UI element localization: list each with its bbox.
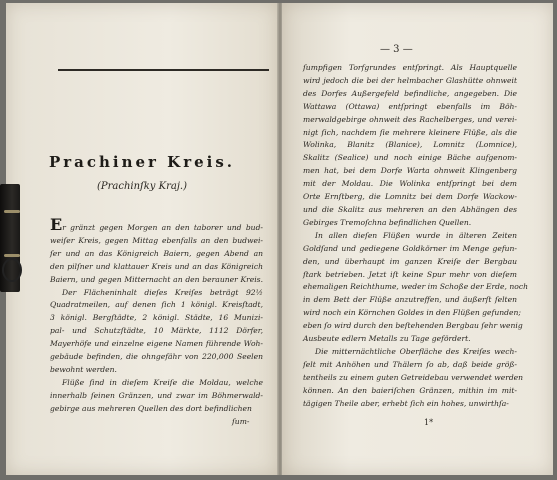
text-line: Baiern, und gegen Mitternacht an den berauner Kreis. xyxy=(50,274,263,284)
catchword: ſum- xyxy=(232,417,250,426)
text-line: gebäude befinden, die ohngefähr von 220,000 Seelen xyxy=(50,352,263,362)
text-line: gebirge aus mehreren Quellen des dort befindlichen xyxy=(50,403,252,413)
right-body-text xyxy=(303,62,528,410)
signature-mark: 1* xyxy=(424,418,434,427)
left-body-text xyxy=(50,215,263,416)
page-number: — 3 — xyxy=(380,44,413,55)
text-line: den, und überhaupt im ganzen Kreiſe der Bergbau xyxy=(303,256,517,266)
text-line: können. An den baieriſchen Gränzen, mithin im mit- xyxy=(303,385,517,395)
text-line: In allen dieſen Flüßen wurde in älteren Zeiten xyxy=(315,230,517,240)
text-line: tägigen Theile aber, erhebt ſich ein hohes, unwirthſa- xyxy=(303,398,509,408)
page-title: Prachiner Kreis. xyxy=(48,153,236,171)
text-line: Goldſand und gediegene Goldkörner im Menge gefun- xyxy=(303,243,517,253)
text-line: wird noch ein Körnchen Goldes in den Flüßen gefunden; xyxy=(303,308,521,318)
header-rule xyxy=(58,69,269,71)
text-line: Mayerhöfe und einzelne eigene Namen führende Woh- xyxy=(50,339,263,349)
text-line: Orte Ernſtberg, die Lomnitz bei dem Dorfe Wackow- xyxy=(303,192,517,202)
text-line: Wattawa (Ottawa) entſpringt ebenfalls im Böh- xyxy=(303,101,517,111)
text-line: und die Skalitz aus mehreren an den Abhängen des xyxy=(303,204,517,214)
text-line: eben ſo wird durch den beſtehenden Bergbau ſehr wenig xyxy=(303,321,523,331)
text-line: bewohnt werden. xyxy=(50,364,117,374)
text-line: Wolinka, Blanitz (Blanice), Lomnitz (Lomnice), xyxy=(303,140,517,150)
text-line: Der Flächeninhalt dieſes Kreiſes beträgt 92½ xyxy=(62,287,263,297)
text-line: pal- und Schutzſtädte, 10 Märkte, 1112 Dörfer, xyxy=(50,326,263,336)
text-line: des Dorfes Außergefeld befindliche, angegeben. Die xyxy=(303,88,517,98)
text-line: ſtark betrieben. Jetzt iſt keine Spur mehr von dieſem xyxy=(303,269,517,279)
text-line: ſelt mit Anhöhen und Thälern ſo ab, daß beide größ- xyxy=(303,359,517,369)
text-line: den pilſner und klattauer Kreis und an das Königreich xyxy=(50,261,263,271)
text-line: wird jedoch die bei der helmbacher Glashütte ohnweit xyxy=(303,75,517,85)
text-line: merwaldgebirge ohnweit des Rachelberges, und verei- xyxy=(303,114,517,124)
text-line: Quadratmeilen, auf denen ſich 1 königl. Kreisſtadt, xyxy=(50,300,263,310)
text-line: Er gränzt gegen Morgen an den taborer und bud- xyxy=(50,215,263,234)
text-line: ſumpfigen Torfgrundes entſpringt. Als Hauptquelle xyxy=(303,63,517,72)
text-line: ehemaligen Reichthume, weder im Schoße der Erde, noch xyxy=(303,282,528,292)
text-line: tentheils zu einem guten Getreidebau verwendet werden xyxy=(303,372,524,382)
text-line: weiſer Kreis, gegen Mittag ebenfalls an den budwei- xyxy=(50,235,263,245)
text-line: Gebirges Tremoſchna befindlichen Quellen. xyxy=(303,217,472,227)
clip-ring-icon xyxy=(2,258,22,282)
text-line: innerhalb ſeinen Gränzen, und zwar im Böhmerwald- xyxy=(50,390,263,400)
text-line: mit der Moldau. Die Wolinka entſpringt bei dem xyxy=(303,179,517,189)
text-line: 3 königl. Bergſtädte, 2 königl. Städte, 16 Munizi- xyxy=(50,313,263,323)
text-line: Flüße ſind in dieſem Kreiſe die Moldau, welche xyxy=(62,377,263,387)
text-line: Ausbeute edlern Metalls zu Tage gefördert. xyxy=(303,334,471,344)
text-line: men hat, bei dem Dorfe Warta ohnweit Klingenberg xyxy=(303,166,517,176)
text-line: nigt ſich, nachdem ſie mehrere kleinere Flüße, als die xyxy=(303,127,517,137)
text-line: Die mitternächtliche Oberfläche des Kreiſes wech- xyxy=(315,346,517,356)
text-line: in dem Bett der Flüße anzutreffen, und äußerſt ſelten xyxy=(303,295,517,305)
text-line: ſer und an das Königreich Baiern, gegen Abend an xyxy=(50,248,263,258)
page-subtitle: (Prachinſky Kraj.) xyxy=(96,181,188,192)
text-line: Skalitz (Sealice) und noch einige Bäche aufgenom- xyxy=(303,153,517,163)
